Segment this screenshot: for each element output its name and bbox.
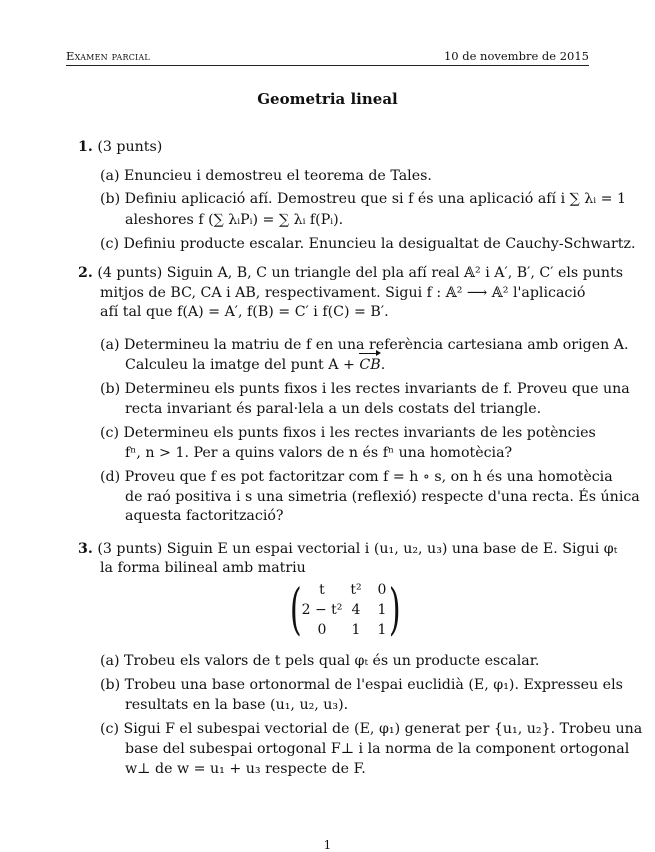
question-3-text1: (3 punts) Siguin E un espai vectorial i (u₁, u₂, u₃) una base de E. Sigui φₜ bbox=[97, 541, 618, 557]
question-3a-label: (a) bbox=[100, 653, 120, 669]
question-2a-line2 bbox=[125, 356, 385, 374]
question-2d-line2: de raó positiva i s una simetria (reflexió) respecte d'una recta. És única bbox=[125, 489, 640, 505]
question-2-line1 bbox=[78, 264, 623, 282]
question-3-line2: la forma bilineal amb matriu bbox=[100, 560, 306, 576]
question-3-number: 3. bbox=[78, 541, 93, 557]
question-2b-text1: Determineu els punts fixos i les rectes invariants de f. Proveu que una bbox=[124, 381, 630, 397]
matrix-right-paren: ) bbox=[388, 577, 401, 641]
matrix-cell: 4 bbox=[351, 602, 361, 618]
question-2d-line3: aquesta factorització? bbox=[125, 508, 284, 524]
question-3c-line3: w⊥ de w = u₁ + u₃ respecte de F. bbox=[125, 761, 366, 777]
matrix-cell: t² bbox=[350, 582, 362, 598]
question-1-intro bbox=[78, 138, 162, 156]
question-3b-line1 bbox=[100, 676, 623, 694]
question-3-line1 bbox=[78, 540, 617, 558]
question-3c-line2: base del subespai ortogonal F⊥ i la norma de la component ortogonal bbox=[125, 741, 630, 757]
question-1c-text: Definiu producte escalar. Enuncieu la desigualtat de Cauchy-Schwartz. bbox=[123, 236, 636, 252]
matrix-cell: 2 − t² bbox=[301, 602, 343, 618]
question-1-points: (3 punts) bbox=[97, 139, 163, 155]
question-2c-line1 bbox=[100, 424, 596, 442]
question-2d-label: (d) bbox=[100, 469, 121, 485]
bilinear-form-matrix bbox=[289, 577, 401, 642]
question-1a-text: Enuncieu i demostreu el teorema de Tales. bbox=[124, 168, 432, 184]
question-2b-line1 bbox=[100, 380, 630, 398]
question-2b-label: (b) bbox=[100, 381, 121, 397]
question-3c-line1 bbox=[100, 720, 642, 738]
question-3b-line2: resultats en la base (u₁, u₂, u₃). bbox=[125, 697, 349, 713]
question-3a-text: Trobeu els valors de t pels qual φₜ és un producte escalar. bbox=[124, 653, 540, 669]
question-2-line2: mitjos de BC, CA i AB, respectivament. Sigui f : 𝔸² ⟶ 𝔸² l'aplicació bbox=[100, 285, 586, 301]
question-3a bbox=[100, 652, 539, 670]
question-2a-text2-pre: Calculeu la imatge del punt A + bbox=[125, 357, 360, 373]
matrix-cell: 1 bbox=[377, 602, 387, 618]
question-2-line3: afí tal que f(A) = A′, f(B) = C′ i f(C) = B′. bbox=[100, 304, 389, 320]
question-2a-text2-post: . bbox=[380, 357, 386, 373]
question-3c-text1: Sigui F el subespai vectorial de (E, φ₁) generat per {u₁, u₂}. Trobeu una bbox=[123, 721, 643, 737]
page-header bbox=[66, 47, 589, 66]
matrix-left-paren: ( bbox=[289, 577, 302, 641]
question-2-number: 2. bbox=[78, 265, 93, 281]
question-1c-label: (c) bbox=[100, 236, 120, 252]
question-2a-line1 bbox=[100, 336, 629, 354]
matrix-cell: 1 bbox=[377, 622, 387, 638]
question-3c-label: (c) bbox=[100, 721, 120, 737]
question-2a-label: (a) bbox=[100, 337, 120, 353]
matrix-cell: t bbox=[319, 582, 325, 598]
question-1a bbox=[100, 167, 432, 185]
question-1a-label: (a) bbox=[100, 168, 120, 184]
question-1b-line2: aleshores f (∑ λᵢPᵢ) = ∑ λᵢ f(Pᵢ). bbox=[125, 212, 344, 228]
question-3b-label: (b) bbox=[100, 677, 121, 693]
question-3b-text1: Trobeu una base ortonormal de l'espai euclidià (E, φ₁). Expresseu els bbox=[124, 677, 623, 693]
question-2d-text1: Proveu que f es pot factoritzar com f = h ∘ s, on h és una homotècia bbox=[124, 469, 613, 485]
matrix-cell: 0 bbox=[317, 622, 327, 638]
question-2c-text1: Determineu els punts fixos i les rectes invariants de les potències bbox=[123, 425, 596, 441]
question-1-number: 1. bbox=[78, 139, 93, 155]
matrix-cell: 1 bbox=[351, 622, 361, 638]
exam-title: Geometria lineal bbox=[257, 90, 398, 108]
question-2-text1: (4 punts) Siguin A, B, C un triangle del pla afí real 𝔸² i A′, B′, C′ els punts bbox=[97, 265, 624, 281]
header-date: 10 de novembre de 2015 bbox=[443, 49, 589, 63]
header-exam-type: Examen parcial bbox=[66, 49, 150, 63]
question-2d-line1 bbox=[100, 468, 613, 486]
vector-cb: CB bbox=[359, 357, 381, 373]
question-1b-label: (b) bbox=[100, 191, 121, 207]
page-number: 1 bbox=[323, 838, 332, 852]
question-1b-text1: Definiu aplicació afí. Demostreu que si f és una aplicació afí i ∑ λᵢ = 1 bbox=[124, 191, 627, 207]
question-1b-line1 bbox=[100, 190, 626, 208]
question-2b-line2: recta invariant és paral·lela a un dels costats del triangle. bbox=[125, 401, 542, 417]
question-1c bbox=[100, 235, 636, 253]
matrix-cell: 0 bbox=[377, 582, 387, 598]
question-2a-text1: Determineu la matriu de f en una referència cartesiana amb origen A. bbox=[124, 337, 629, 353]
question-2c-line2: fⁿ, n > 1. Per a quins valors de n és fⁿ una homotècia? bbox=[125, 445, 513, 461]
question-2c-label: (c) bbox=[100, 425, 120, 441]
